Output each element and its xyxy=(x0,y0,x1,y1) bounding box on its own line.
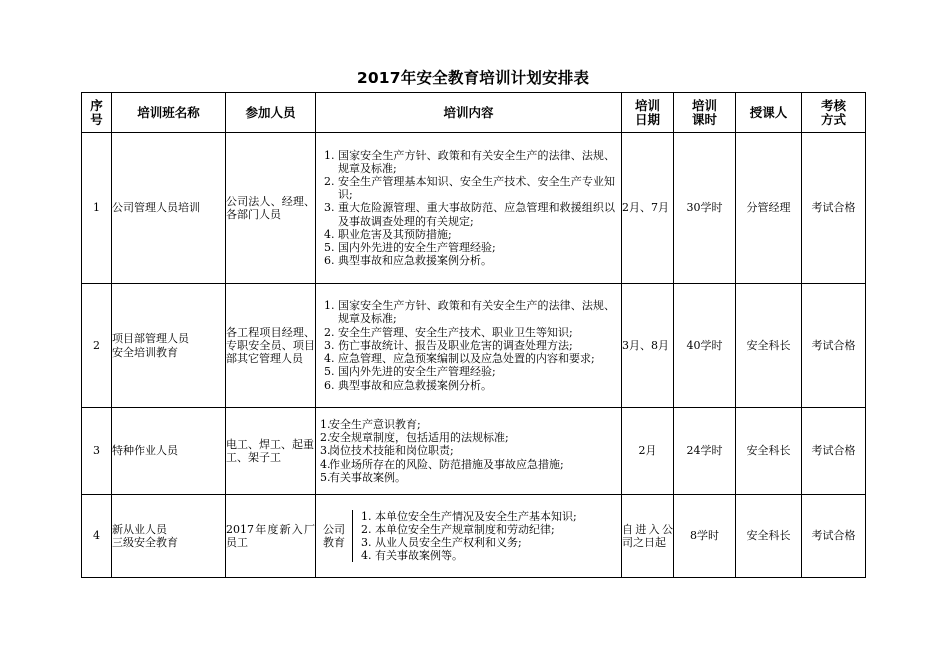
list-item: 4. 应急管理、应急预案编制以及应急处置的内容和要求; xyxy=(324,352,595,366)
list-item: 4. 有关事故案例等。 xyxy=(361,549,463,563)
list-item: 5. 国内外先进的安全生产管理经验; xyxy=(324,241,496,254)
table-row xyxy=(82,495,866,578)
list-item: 2. 安全生产管理、安全生产技术、职业卫生等知识; xyxy=(324,325,573,339)
list-item: 2. 安全规章制度，包括适用的法规标准; xyxy=(320,431,509,445)
cell-participants: 电工、焊工、起重工、架子工 xyxy=(226,408,316,495)
cell-participants: 2017年度新入厂员工 xyxy=(226,495,316,578)
cell-hours: 30学时 xyxy=(674,133,736,284)
content-list xyxy=(316,299,621,391)
header-seq: 序 号 xyxy=(82,93,112,133)
list-item: 5. 国内外先进的安全生产管理经验; xyxy=(324,365,496,379)
cell-org-level: 公司 教育 xyxy=(316,510,353,563)
list-item: 4. 职业危害及其预防措施; xyxy=(324,227,452,241)
list-item: 1. 国家安全生产方针、政策和有关安全生产的法律、法规、规章及标准; xyxy=(324,148,615,175)
cell-seq: 4 xyxy=(82,495,112,578)
cell-seq: 3 xyxy=(82,408,112,495)
cell-content xyxy=(316,495,622,578)
header-row xyxy=(82,93,866,133)
content-subtable xyxy=(316,510,621,563)
list-item: 6. 典型事故和应急救援案例分析。 xyxy=(324,378,492,392)
header-date: 培训 日期 xyxy=(622,93,674,133)
header-hours: 培训 课时 xyxy=(674,93,736,133)
cell-teacher: 安全科长 xyxy=(736,284,802,408)
list-item: 3. 从业人员安全生产权利和义务; xyxy=(361,536,522,549)
cell-seq: 2 xyxy=(82,284,112,408)
cell-date: 自进入公司之日起 xyxy=(622,495,674,578)
cell-course: 特种作业人员 xyxy=(112,408,226,495)
list-item: 2. 本单位安全生产规章制度和劳动纪律; xyxy=(361,522,555,536)
cell-assess: 考试合格 xyxy=(802,284,866,408)
training-plan-table xyxy=(81,92,866,578)
cell-participants: 公司法人、经理、各部门人员 xyxy=(226,133,316,284)
cell-course: 新从业人员 三级安全教育 xyxy=(112,495,226,578)
cell-content xyxy=(316,284,622,408)
list-item: 1. 国家安全生产方针、政策和有关安全生产的法律、法规、规章及标准; xyxy=(324,299,615,326)
list-item: 5. 有关事故案例。 xyxy=(320,470,406,484)
cell-course: 项目部管理人员 安全培训教育 xyxy=(112,284,226,408)
cell-date: 2月、7月 xyxy=(622,133,674,284)
cell-participants: 各工程项目经理、专职安全员、项目部其它管理人员 xyxy=(226,284,316,408)
list-item: 6. 典型事故和应急救援案例分析。 xyxy=(324,254,492,268)
table-row xyxy=(82,284,866,408)
list-item: 3. 岗位技术技能和岗位职责; xyxy=(320,444,454,458)
table-row xyxy=(82,133,866,284)
cell-seq: 1 xyxy=(82,133,112,284)
cell-assess: 考试合格 xyxy=(802,133,866,284)
cell-teacher: 安全科长 xyxy=(736,408,802,495)
cell-teacher: 分管经理 xyxy=(736,133,802,284)
cell-course: 公司管理人员培训 xyxy=(112,133,226,284)
header-participants: 参加人员 xyxy=(226,93,316,133)
cell-assess: 考试合格 xyxy=(802,495,866,578)
header-course: 培训班名称 xyxy=(112,93,226,133)
cell-org-content xyxy=(353,510,622,563)
header-assess: 考核 方式 xyxy=(802,93,866,133)
cell-content xyxy=(316,133,622,284)
cell-hours: 40学时 xyxy=(674,284,736,408)
cell-date: 3月、8月 xyxy=(622,284,674,408)
list-item: 1. 本单位安全生产情况及安全生产基本知识; xyxy=(361,509,577,523)
header-teacher: 授课人 xyxy=(736,93,802,133)
cell-content xyxy=(316,408,622,495)
header-content: 培训内容 xyxy=(316,93,622,133)
list-item: 3. 伤亡事故统计、报告及职业危害的调查处理方法; xyxy=(324,338,573,352)
cell-date: 2月 xyxy=(622,408,674,495)
list-item: 1. 安全生产意识教育; xyxy=(320,417,421,431)
content-list xyxy=(316,149,621,268)
list-item: 3. 重大危险源管理、重大事故防范、应急管理和救援组织以及事故调查处理的有关规定; xyxy=(324,201,615,228)
list-item: 4. 作业场所存在的风险、防范措施及事故应急措施; xyxy=(320,457,564,471)
cell-hours: 24学时 xyxy=(674,408,736,495)
cell-teacher: 安全科长 xyxy=(736,495,802,578)
content-list xyxy=(353,510,621,563)
content-list xyxy=(316,418,621,484)
cell-assess: 考试合格 xyxy=(802,408,866,495)
document-title: 2017年安全教育培训计划安排表 xyxy=(356,69,590,87)
list-item: 2. 安全生产管理基本知识、安全生产技术、安全生产专业知识; xyxy=(324,174,615,202)
table-row xyxy=(82,408,866,495)
cell-hours: 8学时 xyxy=(674,495,736,578)
